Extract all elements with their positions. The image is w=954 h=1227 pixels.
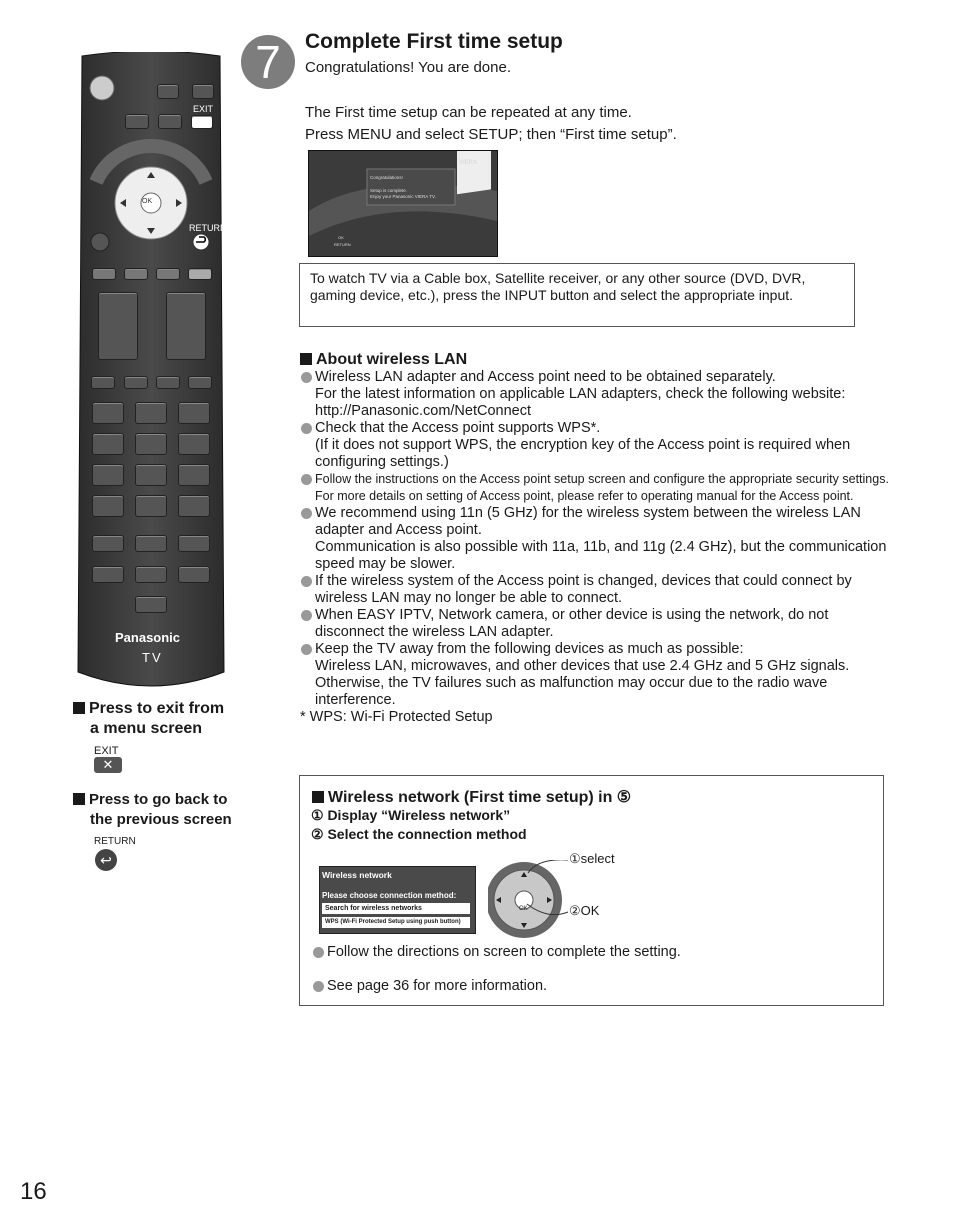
remote-number-button (178, 464, 210, 486)
square-bullet-icon (73, 793, 85, 805)
bullet-icon (301, 372, 312, 383)
remote-ok-label: OK (142, 198, 153, 205)
tv-return-hint: RETURN (334, 242, 351, 247)
list-item-text: Wireless LAN, microwaves, and other devices that use 2.4 GHz and 5 GHz signals. Otherwise, the TV failures such as malfunction may occur due to the radio wave interference. (315, 658, 850, 708)
bullet-icon (301, 576, 312, 587)
wps-footnote: * WPS: Wi-Fi Protected Setup (300, 709, 493, 725)
list-item-text: Check that the Access point supports WPS*. (315, 420, 601, 436)
bullet-icon (301, 508, 312, 519)
remote-number-button (92, 464, 124, 486)
remote-number-button (178, 433, 210, 455)
remote-number-button (178, 402, 210, 424)
remote-button (188, 376, 212, 389)
wireless-network-heading (312, 787, 631, 807)
congrats-text: Congratulations! You are done. (305, 59, 511, 76)
about-wireless-lan (300, 351, 890, 726)
list-item-text: Communication is also possible with 11a, 11b, and 11g (2.4 GHz), but the communication speed may be slower. (315, 539, 887, 572)
remote-button (178, 566, 210, 583)
callout-ok: ②OK (569, 903, 600, 918)
remote-brand-logo: Panasonic (115, 630, 181, 645)
website-url: http://Panasonic.com/NetConnect (315, 403, 532, 419)
return-button-label: RETURN (94, 836, 136, 847)
square-bullet-icon (300, 353, 312, 365)
remote-number-button (135, 433, 167, 455)
list-item (312, 944, 895, 961)
bullet-icon (301, 610, 312, 621)
wireless-lan-heading: About wireless LAN (316, 351, 468, 368)
menu-option-search: Search for wireless networks (322, 903, 470, 914)
list-item-text: Keep the TV away from the following devices as much as possible: (315, 641, 744, 657)
remote-button (135, 566, 167, 583)
list-item-text: Wireless LAN adapter and Access point need to be obtained separately. (315, 369, 776, 385)
remote-number-button (135, 495, 167, 517)
list-item (312, 978, 895, 995)
remote-number-button (178, 495, 210, 517)
exit-heading-line1: Press to exit from (89, 700, 225, 717)
remote-return-label: RETURN (189, 223, 227, 233)
menu-instruction-text: Press MENU and select SETUP; then “First time setup”. (305, 126, 677, 143)
remote-number-button (135, 464, 167, 486)
remote-number-button (92, 495, 124, 517)
list-item (300, 369, 890, 420)
remote-button (178, 535, 210, 552)
remote-exit-label: EXIT (193, 104, 214, 114)
input-note-text: To watch TV via a Cable box, Satellite receiver, or any other source (DVD, DVR, gaming device, etc.), press the INPUT button and select the appropriate input. (310, 270, 806, 303)
return-arrow-icon: ↩ (95, 849, 117, 871)
exit-x-icon: ✕ (94, 757, 122, 773)
exit-button-label: EXIT (94, 745, 119, 757)
bullet-icon (301, 474, 312, 485)
exit-note (73, 699, 253, 773)
remote-button (135, 596, 167, 613)
tv-screen-image (308, 150, 498, 257)
tv-enjoy: Enjoy your Panasonic VIERA TV. (370, 194, 436, 199)
remote-button (92, 535, 124, 552)
list-item (300, 420, 890, 471)
remote-number-button (92, 402, 124, 424)
list-item-text: We recommend using 11n (5 GHz) for the wireless system between the wireless LAN adapter and Access point. (315, 505, 861, 538)
remote-illustration (76, 52, 226, 690)
remote-button (92, 566, 124, 583)
list-item (300, 505, 890, 573)
step-display: ① Display “Wireless network” (311, 807, 511, 823)
remote-button (156, 376, 180, 389)
step-title: Complete First time setup (305, 30, 563, 53)
remote-button (91, 376, 115, 389)
menu-option-wps: WPS (Wi-Fi Protected Setup using push button) (322, 917, 470, 928)
return-note (73, 790, 273, 871)
list-item (300, 641, 890, 709)
viera-logo: VIERA (459, 160, 478, 166)
page-number: 16 (20, 1178, 47, 1205)
square-bullet-icon (73, 702, 85, 714)
repeat-text: The First time setup can be repeated at any time. (305, 104, 632, 121)
menu-title: Wireless network (322, 870, 392, 880)
remote-button (125, 114, 149, 129)
list-item-text: For the latest information on applicable LAN adapters, check the following website: (315, 386, 846, 402)
list-item (300, 573, 890, 607)
bullet-icon (313, 981, 324, 992)
remote-channel-rocker (166, 292, 206, 360)
remote-button (158, 114, 182, 129)
dpad-illustration (488, 860, 628, 940)
list-item-text: For more details on setting of Access point, please refer to operating manual for the Access point. (315, 489, 854, 503)
menu-prompt: Please choose connection method: (322, 891, 457, 900)
return-heading-line2: the previous screen (90, 811, 232, 828)
remote-color-button (188, 268, 212, 280)
list-item (300, 607, 890, 641)
remote-button (124, 376, 148, 389)
square-bullet-icon (312, 791, 324, 803)
tv-setup-complete: Setup is complete. (370, 188, 408, 193)
callout-select: ①select (569, 851, 615, 866)
list-item-text: See page 36 for more information. (327, 978, 548, 994)
wireless-network-heading-text: Wireless network (First time setup) in ⑤ (328, 789, 632, 806)
step-select: ② Select the connection method (311, 826, 527, 842)
list-item-text: When EASY IPTV, Network camera, or other device is using the network, do not disconnect the wireless LAN adapter. (315, 607, 829, 640)
list-item (300, 471, 890, 505)
bullet-icon (301, 423, 312, 434)
dpad-ok-label: OK (519, 906, 528, 912)
remote-body (76, 52, 226, 690)
tv-screen-background (309, 151, 497, 256)
bullet-icon (301, 644, 312, 655)
exit-heading-line2: a menu screen (90, 720, 203, 737)
remote-volume-rocker (98, 292, 138, 360)
return-heading-line1: Press to go back to (89, 791, 228, 808)
list-item-text: If the wireless system of the Access point is changed, devices that could connect by wireless LAN may no longer be able to connect. (315, 573, 852, 606)
input-note-box (299, 263, 855, 327)
step-number-badge: 7 (241, 35, 295, 89)
tv-congrats: Congratulations! (370, 175, 403, 180)
remote-color-button (156, 268, 180, 280)
remote-button (192, 84, 214, 99)
list-item-text: Follow the directions on screen to complete the setting. (327, 944, 681, 960)
remote-button (135, 535, 167, 552)
remote-color-button (124, 268, 148, 280)
list-item-text: (If it does not support WPS, the encryption key of the Access point is required when configuring settings.) (315, 437, 851, 470)
remote-number-button (92, 433, 124, 455)
list-item-text: Follow the instructions on the Access point setup screen and configure the appropriate security settings. (315, 472, 889, 486)
wireless-network-box (299, 775, 884, 1006)
remote-exit-button (191, 115, 213, 129)
remote-color-button (92, 268, 116, 280)
wireless-menu-screen (319, 866, 476, 934)
tv-ok-hint: OK (338, 235, 344, 240)
bullet-icon (313, 947, 324, 958)
remote-button (157, 84, 179, 99)
remote-tv-label: TV (142, 650, 163, 665)
remote-number-button (135, 402, 167, 424)
